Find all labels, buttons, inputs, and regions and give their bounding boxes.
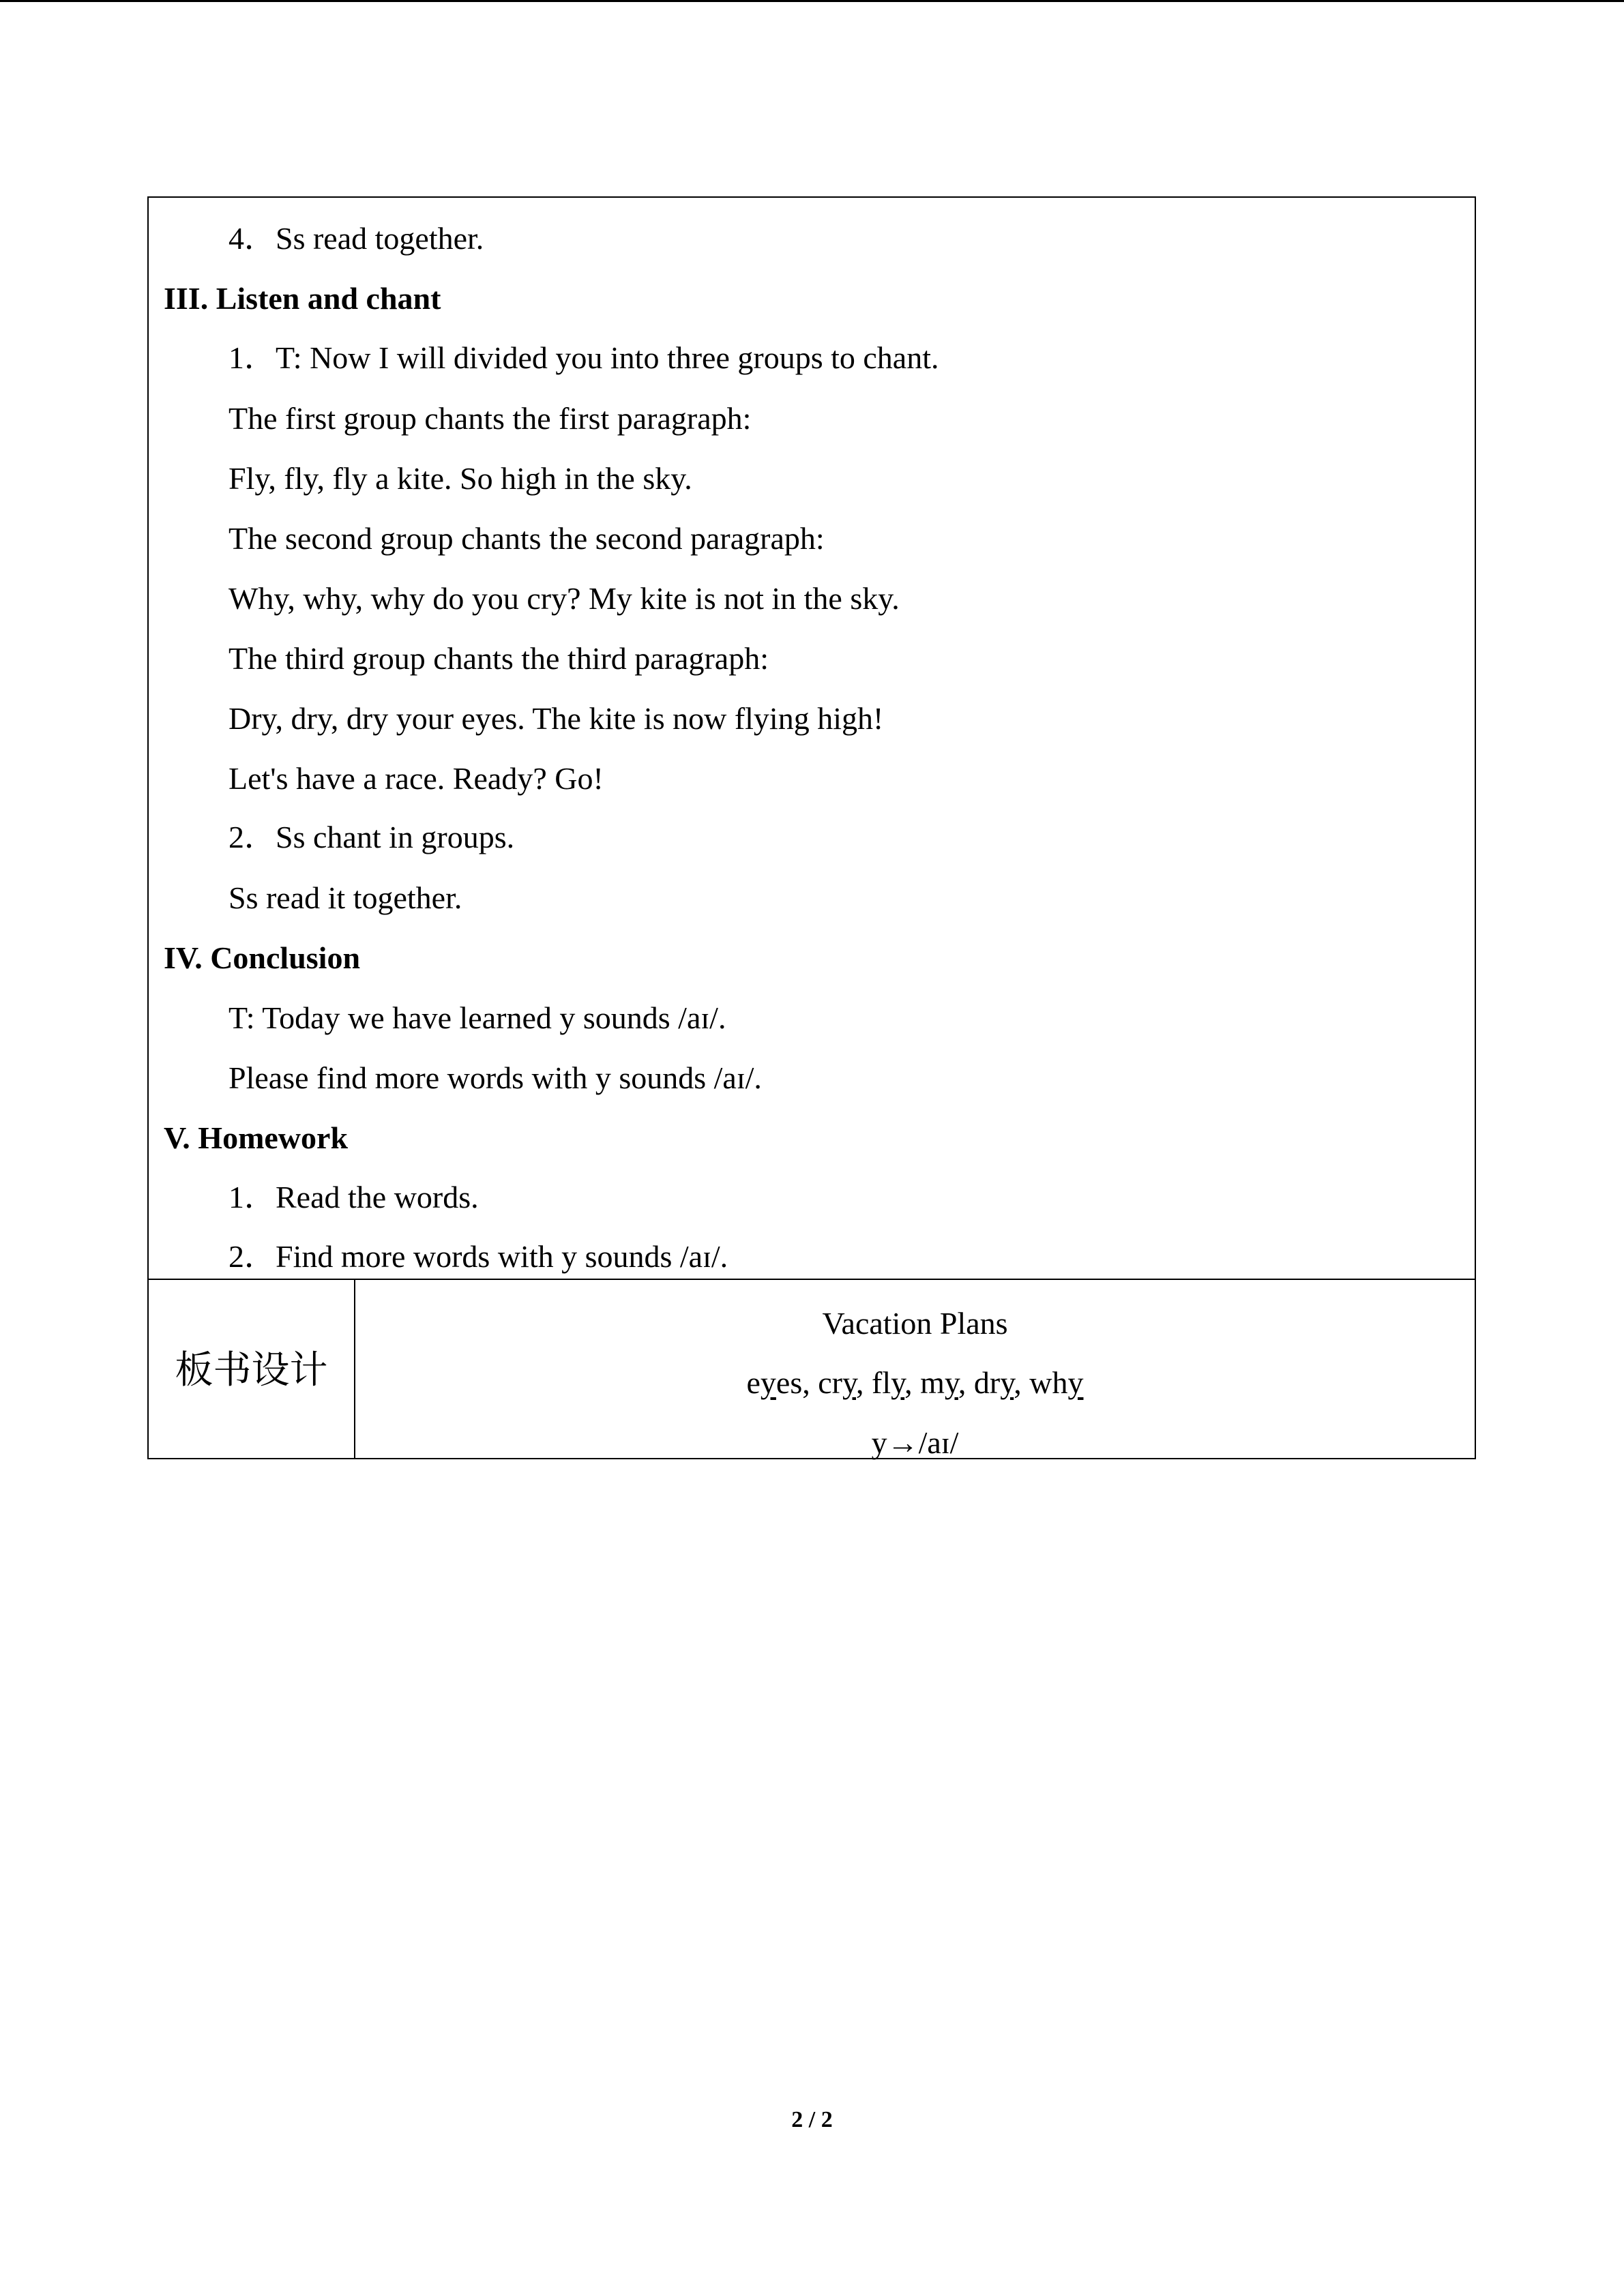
chant-line: The second group chants the second paragraph: (228, 521, 825, 556)
section-heading-homework: V. Homework (164, 1120, 349, 1155)
underlined-y: y (842, 1365, 856, 1400)
underlined-y: y (1067, 1365, 1084, 1400)
board-design-label: 板书设计 (175, 1348, 328, 1392)
chant-line: Ss read it together. (228, 880, 462, 915)
board-word: why (1029, 1365, 1084, 1400)
section-heading-listen-and-chant: III. Listen and chant (164, 281, 441, 316)
procedure-text-layer (147, 0, 1476, 1279)
board-sound-rule: y→/aɪ/ (871, 1425, 959, 1460)
board-design-content-cell (355, 1280, 1475, 1458)
board-design-label-cell (149, 1280, 355, 1458)
chant-instruction: 1．T: Now I will divided you into three groups to chant. (228, 340, 939, 375)
board-word: dry (973, 1365, 1014, 1400)
board-word-list (355, 1367, 1475, 1399)
chant-line: Dry, dry, dry your eyes. The kite is now flying high! (228, 701, 884, 736)
homework-line: 2．Find more words with y sounds /aɪ/. (228, 1239, 728, 1274)
underlined-y: y (944, 1365, 958, 1400)
board-design-row (147, 1279, 1476, 1459)
chant-step-2: 2．Ss chant in groups. (228, 820, 515, 854)
section-heading-conclusion: IV. Conclusion (164, 940, 361, 975)
word-separator: , (958, 1365, 974, 1400)
conclusion-line: Please find more words with y sounds /aɪ/. (228, 1060, 762, 1095)
conclusion-line: T: Today we have learned y sounds /aɪ/. (228, 1000, 726, 1035)
board-word: eyes (746, 1365, 803, 1400)
chant-line: Let's have a race. Ready? Go! (228, 761, 604, 796)
chant-line: Why, why, why do you cry? My kite is not in the sky. (228, 581, 900, 616)
chant-line: Fly, fly, fly a kite. So high in the sky. (228, 461, 692, 496)
underlined-y: y (891, 1365, 905, 1400)
board-word: cry (818, 1365, 856, 1400)
board-word: fly (872, 1365, 905, 1400)
word-separator: , (802, 1365, 818, 1400)
homework-line: 1．Read the words. (228, 1180, 479, 1214)
chant-line: The third group chants the third paragraph: (228, 641, 769, 676)
page-number: 2 / 2 (791, 2107, 833, 2132)
board-word: my (920, 1365, 958, 1400)
step-4-read-together: 4．Ss read together. (228, 221, 484, 256)
word-separator: , (904, 1365, 921, 1400)
underlined-y: y (1000, 1365, 1014, 1400)
board-title: Vacation Plans (822, 1306, 1008, 1341)
word-separator: , (856, 1365, 872, 1400)
word-separator: , (1014, 1365, 1030, 1400)
chant-line: The first group chants the first paragraph: (228, 401, 752, 436)
underlined-y: y (760, 1365, 776, 1400)
